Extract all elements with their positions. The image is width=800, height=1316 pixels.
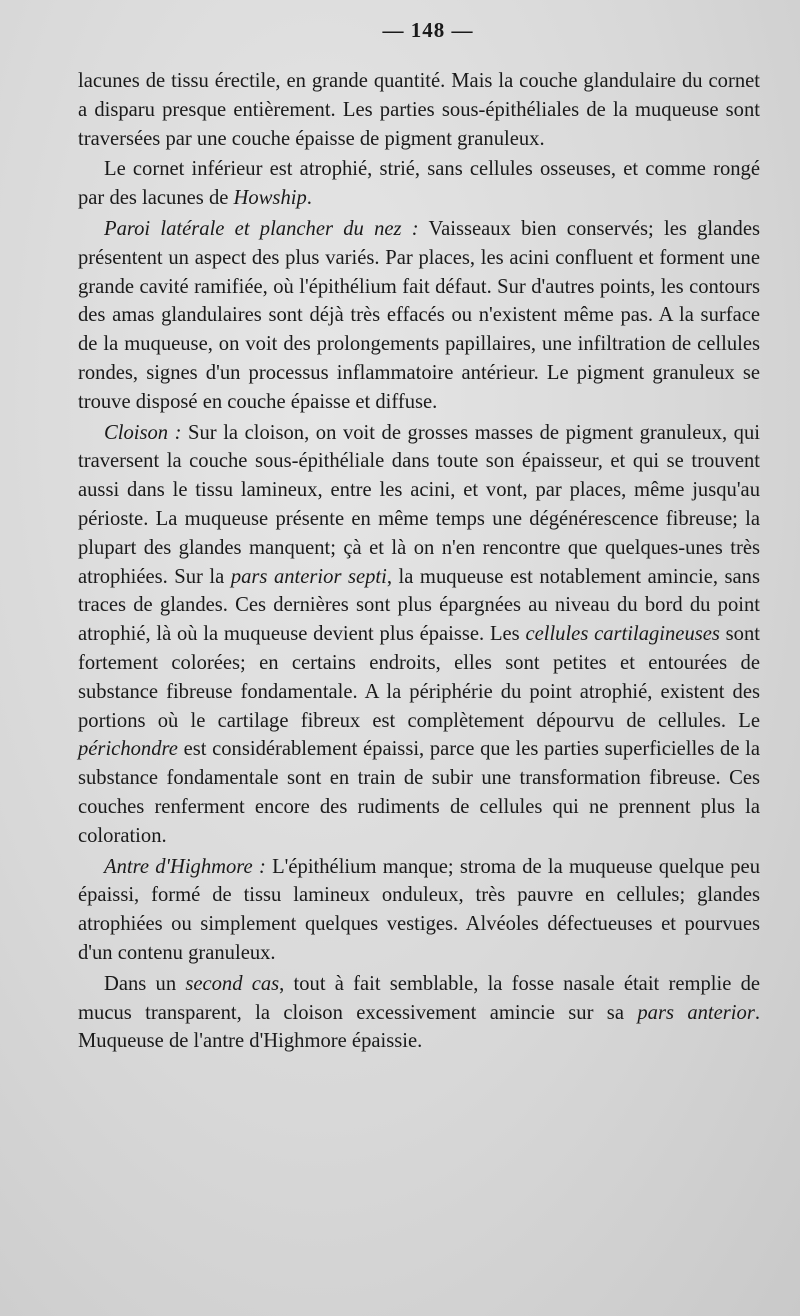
italic-term: Howship	[233, 187, 307, 210]
text-segment: .	[306, 187, 312, 210]
text-segment: Le cornet inférieur est atrophié, strié, sans cellules osseuses, et comme rongé par des lacunes de	[78, 158, 760, 210]
text-segment: L'épithélium manque; stroma de la muqueuse quelque peu épaissi, formé de tissu lamineux onduleux, très pauvre en cellules; glandes atrophiées ou simplement quelques vestiges. Alvéoles défectueuses et pourvues d'un contenu granuleux.	[78, 855, 760, 964]
paragraph-cloison	[78, 419, 760, 851]
italic-term: second cas	[185, 972, 280, 995]
text-segment: . Muqueuse de l'antre d'Highmore épaissie.	[78, 1001, 760, 1053]
paragraph-second-cas	[78, 970, 760, 1056]
paragraph-antre-highmore	[78, 853, 760, 968]
text-segment: Vaisseaux bien conservés; les glandes présentent un aspect des plus variés. Par places, les acini confluent et forment une grande cavité ramifiée, où l'épithélium fait défaut. Sur d'autres points, les contours des amas glandulaires sont déjà très effacés ou n'existent même pas. A la surface de la muqueuse, on voit des prolongements papillaires, une infiltration de cellules rondes, signes d'un processus inflammatoire antérieur. Le pigment granuleux se trouve disposé en couche épaisse et diffuse.	[78, 217, 761, 413]
page-number: — 148 —	[382, 18, 474, 42]
text-segment: Sur la cloison, on voit de grosses masses de pigment granuleux, qui traversent la couche sous-épithéliale dans toute son épaisseur, et qui se trouvent aussi dans le tissu lamineux, entre les acini, et vont, par places, même jusqu'au périoste. La muqueuse présente en même temps une dégénérescence fibreuse; la plupart des glandes manquent; çà et là on n'en rencontre que quelques-unes très atrophiées. Sur la	[78, 421, 760, 588]
italic-term: cellules cartilagineuses	[525, 623, 720, 646]
text-segment: , tout à fait semblable, la fosse nasale était remplie de mucus transparent, la cloison excessivement amincie sur sa	[78, 972, 761, 1024]
text-segment: sont fortement colorées; en certains endroits, elles sont petites et entourées de substance fibreuse fondamentale. A la périphérie du point atrophié, existent des portions où le cartilage fibreux est complètement dépourvu de cellules. Le	[78, 623, 760, 732]
italic-term: pars anterior	[637, 1001, 755, 1024]
text-segment: lacunes de tissu érectile, en grande quantité. Mais la couche glandulaire du cornet a disparu presque entièrement. Les parties sous-épithéliales de la muqueuse sont traversées par une couche épaisse de pigment granuleux.	[78, 70, 760, 150]
paragraph-intro-continuation	[78, 67, 760, 153]
text-segment: est considérablement épaissi, parce que les parties superficielles de la substance fondamentale sont en train de subir une transformation fibreuse. Ces couches renferment encore des rudiments de cellules qui ne prennent plus la coloration.	[78, 738, 760, 847]
italic-term: pars anterior septi	[230, 565, 387, 588]
text-segment: , la muqueuse est notablement amincie, sans traces de glandes. Ces dernières sont plus épargnées au niveau du bord du point atrophié, là où la muqueuse devient plus épaisse. Les	[78, 565, 760, 646]
text-segment: Dans un	[104, 972, 186, 995]
paragraph-paroi-laterale	[78, 215, 760, 417]
italic-term: périchondre	[78, 738, 178, 761]
paragraph-lead-heading: Antre d'Highmore :	[104, 855, 266, 878]
paragraph-lead-heading: Cloison :	[104, 421, 182, 444]
paragraph-cornet-inferieur	[78, 155, 760, 213]
paragraph-lead-heading: Paroi latérale et plancher du nez :	[104, 217, 419, 240]
